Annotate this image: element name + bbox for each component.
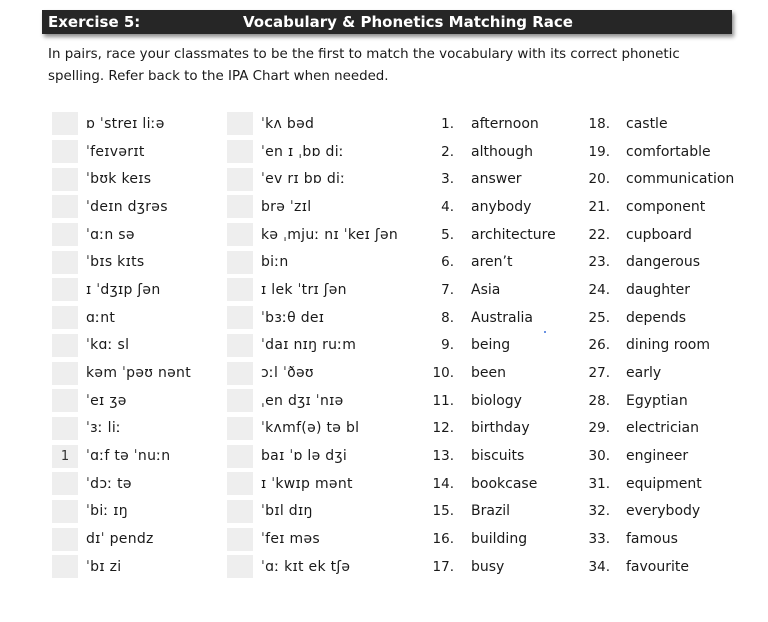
vocabulary-row bbox=[582, 304, 762, 332]
exercise-title: Vocabulary & Phonetics Matching Race bbox=[243, 13, 573, 31]
vocabulary-word: dining room bbox=[626, 337, 710, 354]
item-number: 30. bbox=[588, 448, 610, 465]
vocabulary-word: cupboard bbox=[626, 226, 692, 243]
answer-box[interactable] bbox=[227, 223, 253, 246]
exercise-title-bar bbox=[42, 10, 732, 34]
phonetic-spelling: baɪ ˈɒ lə dʒi bbox=[261, 448, 348, 465]
phonetic-spelling: ɪ lek ˈtrɪ ʃən bbox=[261, 281, 347, 298]
phonetic-row bbox=[52, 442, 191, 470]
instructions: In pairs, race your classmates to be the first to match the vocabulary with its correct phonetic spelling. Refer back to the IPA Chart when needed. bbox=[48, 47, 680, 84]
item-number: 21. bbox=[588, 198, 610, 215]
item-number: 25. bbox=[588, 309, 610, 326]
phonetic-row bbox=[52, 138, 191, 166]
phonetic-row bbox=[52, 221, 191, 249]
phonetic-spelling: ˈɑːf tə ˈnuːn bbox=[86, 448, 171, 465]
vocabulary-row bbox=[582, 138, 762, 166]
answer-box[interactable] bbox=[52, 362, 78, 385]
phonetic-spelling: dɪˈ pendz bbox=[86, 531, 154, 548]
item-number: 27. bbox=[588, 365, 610, 382]
answer-box[interactable] bbox=[52, 278, 78, 301]
item-number: 17. bbox=[432, 558, 454, 575]
vocabulary-word: busy bbox=[471, 558, 505, 575]
item-number: 11. bbox=[432, 392, 454, 409]
vocabulary-word: favourite bbox=[626, 558, 689, 575]
phonetic-row bbox=[52, 110, 191, 138]
vocabulary-row bbox=[582, 553, 762, 581]
answer-box[interactable] bbox=[227, 112, 253, 135]
phonetics-column-1 bbox=[52, 110, 191, 581]
phonetic-row bbox=[227, 415, 398, 443]
vocabulary-word: early bbox=[626, 365, 662, 382]
phonetic-spelling: ˈɑː kɪt ek tʃə bbox=[261, 558, 351, 575]
item-number: 9. bbox=[441, 337, 454, 354]
answer-box[interactable] bbox=[52, 555, 78, 578]
vocabulary-row bbox=[582, 193, 762, 221]
item-number: 18. bbox=[588, 115, 610, 132]
vocabulary-row bbox=[582, 165, 762, 193]
phonetic-row bbox=[52, 332, 191, 360]
vocabulary-word: dangerous bbox=[626, 254, 701, 271]
phonetic-spelling: ɪ ˈdʒɪp ʃən bbox=[86, 281, 161, 298]
item-number: 19. bbox=[588, 143, 610, 160]
item-number: 32. bbox=[588, 503, 610, 520]
item-number: 16. bbox=[432, 531, 454, 548]
exercise-number: Exercise 5: bbox=[48, 13, 141, 31]
phonetic-spelling: ˈfeɪ məs bbox=[261, 531, 320, 548]
answer-box[interactable] bbox=[52, 334, 78, 357]
vocabulary-word: architecture bbox=[471, 226, 556, 243]
answer-box[interactable] bbox=[227, 445, 253, 468]
vocabulary-word: building bbox=[471, 531, 528, 548]
phonetic-spelling: ˈkɑː sl bbox=[86, 337, 130, 354]
phonetic-row bbox=[52, 304, 191, 332]
item-number: 28. bbox=[588, 392, 610, 409]
phonetic-row bbox=[52, 276, 191, 304]
answer-box[interactable] bbox=[52, 112, 78, 135]
phonetic-spelling: ˈɑːn sə bbox=[86, 226, 135, 243]
phonetic-spelling: ˈdɔː tə bbox=[86, 475, 132, 492]
item-number: 22. bbox=[588, 226, 610, 243]
item-number: 2. bbox=[441, 143, 454, 160]
item-number: 15. bbox=[432, 503, 454, 520]
answer-box[interactable] bbox=[227, 168, 253, 191]
phonetic-spelling: ˈkʌ bəd bbox=[261, 115, 315, 132]
phonetic-row bbox=[52, 193, 191, 221]
phonetic-spelling: kəm ˈpəʊ nənt bbox=[86, 365, 192, 382]
item-number: 20. bbox=[588, 171, 610, 188]
vocabulary-word: daughter bbox=[626, 281, 690, 298]
phonetic-row bbox=[52, 359, 191, 387]
phonetic-spelling: ˈbɪs kɪts bbox=[86, 254, 145, 271]
vocabulary-word: aren’t bbox=[471, 254, 513, 271]
vocabulary-word: biology bbox=[471, 392, 522, 409]
phonetic-row bbox=[52, 415, 191, 443]
vocabulary-word: anybody bbox=[471, 198, 532, 215]
phonetic-row bbox=[227, 221, 398, 249]
phonetic-spelling: brə ˈzɪl bbox=[261, 198, 312, 215]
vocabulary-word: been bbox=[471, 365, 506, 382]
vocabulary-word: being bbox=[471, 337, 511, 354]
phonetic-spelling: ˈev rɪ bɒ diː bbox=[261, 171, 346, 188]
answer-box[interactable] bbox=[52, 140, 78, 163]
vocabulary-word: birthday bbox=[471, 420, 530, 437]
phonetic-row bbox=[227, 276, 398, 304]
answer-box[interactable] bbox=[227, 417, 253, 440]
vocabulary-row bbox=[582, 359, 762, 387]
answer-box[interactable] bbox=[52, 168, 78, 191]
vocabulary-word: equipment bbox=[626, 475, 702, 492]
phonetics-column-2 bbox=[227, 110, 398, 581]
vocabulary-row bbox=[582, 498, 762, 526]
answer-box[interactable] bbox=[52, 500, 78, 523]
vocabulary-word: answer bbox=[471, 171, 522, 188]
vocabulary-row bbox=[582, 442, 762, 470]
vocabulary-word: Egyptian bbox=[626, 392, 688, 409]
item-number: 1. bbox=[441, 115, 454, 132]
item-number: 13. bbox=[432, 448, 454, 465]
phonetic-row bbox=[52, 498, 191, 526]
phonetic-spelling: ˈfeɪvərɪt bbox=[86, 143, 145, 160]
item-number: 33. bbox=[588, 531, 610, 548]
vocabulary-row bbox=[582, 332, 762, 360]
item-number: 7. bbox=[441, 281, 454, 298]
phonetic-row bbox=[227, 470, 398, 498]
phonetic-spelling: ˈkʌmf(ə) tə bl bbox=[261, 420, 360, 437]
phonetic-spelling: ˈdaɪ nɪŋ ruːm bbox=[261, 337, 357, 354]
vocabulary-row bbox=[582, 387, 762, 415]
phonetic-row bbox=[52, 470, 191, 498]
answer-box[interactable] bbox=[227, 555, 253, 578]
answer-box[interactable] bbox=[227, 195, 253, 218]
answer-box[interactable] bbox=[227, 528, 253, 551]
item-number: 26. bbox=[588, 337, 610, 354]
item-number: 4. bbox=[441, 198, 454, 215]
vocabulary-row bbox=[582, 470, 762, 498]
answer-box[interactable] bbox=[52, 306, 78, 329]
answer-box[interactable] bbox=[227, 306, 253, 329]
answer-box[interactable] bbox=[227, 278, 253, 301]
phonetic-spelling: ˈdeɪn dʒrəs bbox=[86, 198, 168, 215]
phonetic-row bbox=[227, 165, 398, 193]
answer-box[interactable] bbox=[227, 140, 253, 163]
phonetic-row bbox=[52, 387, 191, 415]
phonetic-row bbox=[227, 442, 398, 470]
phonetic-row bbox=[227, 553, 398, 581]
phonetic-row bbox=[52, 553, 191, 581]
phonetic-row bbox=[227, 193, 398, 221]
answer-box[interactable] bbox=[52, 195, 78, 218]
phonetic-row bbox=[227, 248, 398, 276]
answer-box[interactable] bbox=[52, 251, 78, 274]
vocabulary-word: electrician bbox=[626, 420, 699, 437]
vocabulary-word: component bbox=[626, 198, 706, 215]
item-number: 8. bbox=[441, 309, 454, 326]
answer-box[interactable] bbox=[52, 223, 78, 246]
vocabulary-word: Australia bbox=[471, 309, 533, 326]
phonetic-row bbox=[227, 304, 398, 332]
item-number: 10. bbox=[432, 365, 454, 382]
item-number: 23. bbox=[588, 254, 610, 271]
phonetic-spelling: ɔːl ˈðəʊ bbox=[261, 365, 314, 382]
phonetic-spelling: ˈeɪ ʒə bbox=[86, 392, 127, 409]
phonetic-spelling: ˈen ɪ ˌbɒ diː bbox=[261, 143, 344, 160]
vocabulary-word: biscuits bbox=[471, 448, 525, 465]
phonetic-row bbox=[227, 138, 398, 166]
phonetic-spelling: ˈɜː liː bbox=[86, 420, 122, 437]
vocabulary-row bbox=[582, 248, 762, 276]
vocabulary-word: famous bbox=[626, 531, 678, 548]
phonetic-spelling: ˈbɜːθ deɪ bbox=[261, 309, 325, 326]
item-number: 6. bbox=[441, 254, 454, 271]
phonetic-row bbox=[227, 525, 398, 553]
phonetic-spelling: ˈbiː ɪŋ bbox=[86, 503, 128, 520]
phonetic-spelling: ˈbɪ zi bbox=[86, 558, 122, 575]
vocabulary-word: afternoon bbox=[471, 115, 539, 132]
item-number: 24. bbox=[588, 281, 610, 298]
vocabulary-word: Brazil bbox=[471, 503, 511, 520]
vocabulary-column-2 bbox=[582, 110, 762, 581]
item-number: 3. bbox=[441, 171, 454, 188]
phonetic-spelling: ˌen dʒɪ ˈnɪə bbox=[261, 392, 344, 409]
phonetic-row bbox=[52, 165, 191, 193]
answer-box[interactable] bbox=[52, 389, 78, 412]
vocabulary-row bbox=[582, 221, 762, 249]
vocabulary-word: Asia bbox=[471, 281, 501, 298]
vocabulary-row bbox=[582, 110, 762, 138]
phonetic-spelling: ɒ ˈstreɪ liːə bbox=[86, 115, 165, 132]
vocabulary-word: engineer bbox=[626, 448, 689, 465]
phonetic-spelling: biːn bbox=[261, 254, 289, 271]
item-number: 29. bbox=[588, 420, 610, 437]
phonetic-row bbox=[227, 332, 398, 360]
vocabulary-word: depends bbox=[626, 309, 687, 326]
vocabulary-word: comfortable bbox=[626, 143, 711, 160]
vocabulary-row bbox=[582, 276, 762, 304]
answer-box[interactable] bbox=[52, 472, 78, 495]
answer-box[interactable] bbox=[227, 389, 253, 412]
item-number: 5. bbox=[441, 226, 454, 243]
phonetic-row bbox=[52, 248, 191, 276]
phonetic-row bbox=[52, 525, 191, 553]
phonetic-spelling: ɪ ˈkwɪp mənt bbox=[261, 475, 353, 492]
vocabulary-word: everybody bbox=[626, 503, 701, 520]
vocabulary-word: communication bbox=[626, 171, 735, 188]
phonetic-row bbox=[227, 387, 398, 415]
phonetic-spelling: ˈbʊk keɪs bbox=[86, 171, 152, 188]
answer-box[interactable] bbox=[52, 417, 78, 440]
stray-mark bbox=[544, 331, 546, 333]
answer-box[interactable] bbox=[227, 334, 253, 357]
answer-box[interactable] bbox=[52, 528, 78, 551]
answer-box[interactable] bbox=[227, 500, 253, 523]
phonetic-row bbox=[227, 498, 398, 526]
phonetic-row bbox=[227, 110, 398, 138]
vocabulary-word: bookcase bbox=[471, 475, 538, 492]
phonetic-spelling: kə ˌmjuː nɪ ˈkeɪ ʃən bbox=[261, 226, 399, 243]
vocabulary-row bbox=[582, 525, 762, 553]
vocabulary-row bbox=[582, 415, 762, 443]
answer-box[interactable] bbox=[227, 472, 253, 495]
phonetic-row bbox=[227, 359, 398, 387]
answer-box[interactable]: 1 bbox=[52, 445, 78, 468]
item-number: 34. bbox=[588, 558, 610, 575]
phonetic-spelling: ˈbɪl dɪŋ bbox=[261, 503, 313, 520]
vocabulary-word: castle bbox=[626, 115, 668, 132]
item-number: 12. bbox=[432, 420, 454, 437]
item-number: 31. bbox=[588, 475, 610, 492]
answer-box[interactable] bbox=[227, 251, 253, 274]
answer-box[interactable] bbox=[227, 362, 253, 385]
item-number: 14. bbox=[432, 475, 454, 492]
vocabulary-word: although bbox=[471, 143, 534, 160]
phonetic-spelling: ɑːnt bbox=[86, 309, 116, 326]
